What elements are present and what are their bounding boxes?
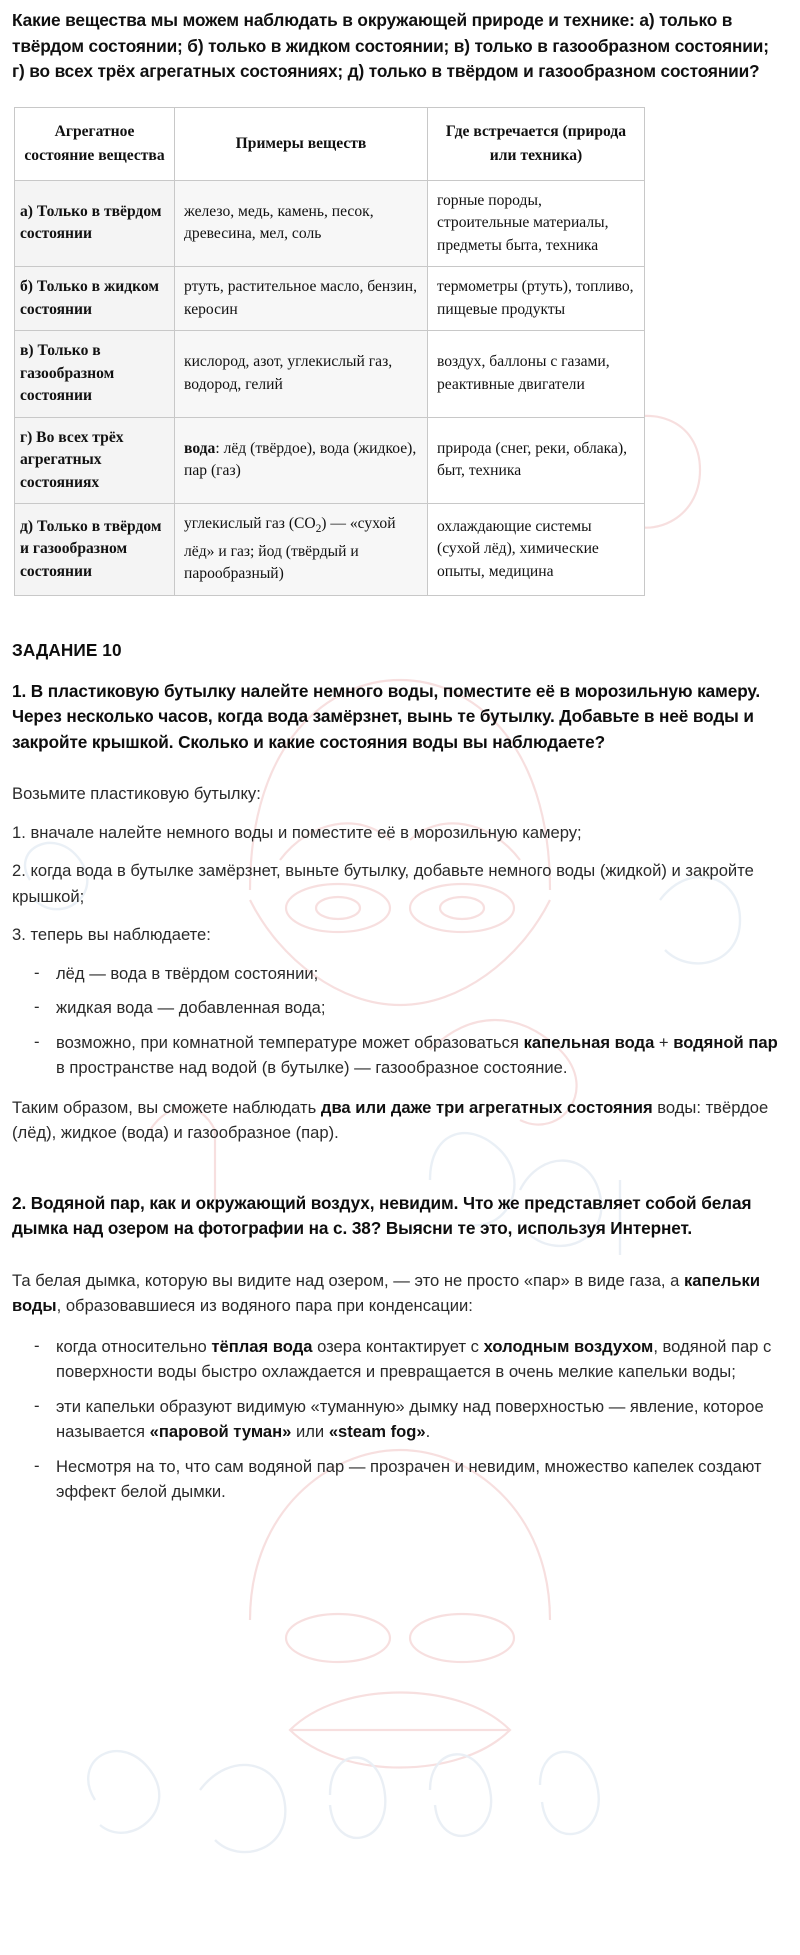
conclusion-post: воды: твёрдое (лёд), жидкое (вода) и газообразное (пар). (12, 1097, 769, 1143)
table-row (15, 417, 645, 504)
table-header-examples: Примеры веществ (175, 107, 428, 180)
top-question-text: Какие вещества мы можем наблюдать в окружающей природе и технике: а) только в твёрдом состоянии; б) только в жидком состоянии; в) только в газообразном состоянии; г) во всех трёх агрегатных состояниях; д) только в твёрдом и газообразном состоянии? (12, 10, 769, 81)
cell-state: д) Только в твёрдом и газообразном состоянии (15, 504, 175, 596)
cell-examples-post: ) — «сухой лёд» и газ; йод (твёрдый и парообразный) (184, 515, 396, 583)
answer-2-post: , образовавшиеся из водяного пара при конденсации: (56, 1296, 473, 1316)
task-heading: ЗАДАНИЕ 10 (12, 639, 122, 660)
cell-where: термометры (ртуть), топливо, пищевые продукты (428, 267, 645, 331)
cell-state: в) Только в газообразном состоянии (15, 331, 175, 418)
answer-step-3: 3. теперь вы наблюдаете: (12, 925, 211, 945)
section-spacer (12, 1161, 784, 1191)
table-row (15, 180, 645, 267)
table-header-row (15, 107, 645, 180)
list-item (34, 1334, 784, 1385)
list-item-mid: + (654, 1032, 674, 1052)
list-item-post: в пространстве над водой (в бутылке) — газообразное состояние. (56, 1058, 568, 1078)
list-item-pre: Несмотря на то, что сам водяной пар — прозрачен и невидим, множество капелек создают эффект белой дымки. (56, 1456, 762, 1502)
table-row (15, 504, 645, 596)
table-row (15, 331, 645, 418)
list-item-mid: или (291, 1422, 329, 1442)
cell-examples (175, 417, 428, 504)
list-item: - жидкая вода — добавленная вода; (34, 995, 784, 1021)
list-item-pre: возможно, при комнатной температуре может образоваться (56, 1032, 524, 1052)
table-header-where: Где встречается (природа или техника) (428, 107, 645, 180)
list-item: - лёд — вода в твёрдом состоянии; (34, 961, 784, 987)
answer-intro: Возьмите пластиковую бутылку: (12, 784, 261, 804)
list-item-post: . (425, 1422, 431, 1442)
list-item (34, 1454, 784, 1505)
table-header-state: Агрегатное состояние вещества (15, 107, 175, 180)
list-item (34, 1030, 784, 1081)
observations-list (12, 961, 784, 1081)
cell-examples-emphasis: вода (184, 439, 216, 457)
cell-where: природа (снег, реки, облака), быт, техника (428, 417, 645, 504)
co2-subscript: 2 (315, 523, 322, 536)
answer-2-paragraph (12, 1268, 784, 1319)
list-item-emphasis-1: тёплая вода (211, 1336, 313, 1356)
list-item-emphasis-2: водяной пар (673, 1032, 778, 1052)
question-1-text: 1. В пластиковую бутылку налейте немного воды, поместите её в морозильную камеру. Через несколько часов, когда вода замёрзнет, вынь те бутылку. Добавьте в неё воды и закройте крышкой. Сколько и какие состояния воды вы наблюдаете? (12, 680, 761, 752)
table-row (15, 267, 645, 331)
aggregate-states-table (14, 107, 645, 596)
conclusion-pre: Таким образом, вы сможете наблюдать (12, 1097, 321, 1117)
cell-examples-pre: углекислый газ (CO (184, 515, 316, 532)
cell-state: б) Только в жидком состоянии (15, 267, 175, 331)
cell-examples-rest: : лёд (твёрдое), вода (жидкое), пар (газ) (184, 439, 417, 480)
question-2-text: 2. Водяной пар, как и окружающий воздух, невидим. Что же представляет собой белая дымка над озером на фотографии на с. 38? Выясни те это, используя Интернет. (12, 1192, 752, 1239)
cell-examples: железо, медь, камень, песок, древесина, мел, соль (175, 180, 428, 267)
list-item-post: , водяной пар с поверхности воды быстро охлаждается и превращается в очень мелкие капельки воды; (56, 1336, 772, 1382)
cell-examples: кислород, азот, углекислый газ, водород, гелий (175, 331, 428, 418)
list-item-pre: эти капельки образуют видимую «туманную» дымку над поверхностью — явление, которое называется (56, 1396, 764, 1442)
cell-state: г) Во всех трёх агрегатных состояниях (15, 417, 175, 504)
cell-state: а) Только в твёрдом состоянии (15, 180, 175, 267)
answer-2-pre: Та белая дымка, которую вы видите над озером, — это не просто «пар» в виде газа, а (12, 1270, 684, 1290)
cell-where: горные породы, строительные материалы, предметы быта, техника (428, 180, 645, 267)
cell-examples (175, 504, 428, 596)
cell-where: охлаждающие системы (сухой лёд), химические опыты, медицина (428, 504, 645, 596)
answer-step-2: 2. когда вода в бутылке замёрзнет, выньте бутылку, добавьте немного воды (жидкой) и закройте крышкой; (12, 861, 754, 906)
list-item-emphasis-1: «паровой туман» (149, 1422, 292, 1442)
conclusion-emphasis: два или даже три агрегатных состояния (320, 1097, 653, 1117)
list-item-emphasis-1: капельная вода (523, 1032, 655, 1052)
cell-where: воздух, баллоны с газами, реактивные двигатели (428, 331, 645, 418)
list-item-emphasis-2: «steam fog» (328, 1422, 426, 1442)
list-item-pre: когда относительно (56, 1336, 212, 1356)
cell-examples: ртуть, растительное масло, бензин, керосин (175, 267, 428, 331)
conclusion-paragraph (12, 1095, 784, 1146)
list-item (34, 1394, 784, 1445)
answer-2-list (12, 1334, 784, 1505)
list-item-emphasis-2: холодным воздухом (483, 1336, 654, 1356)
answer-2-emphasis: капельки воды (12, 1270, 761, 1316)
answer-step-1: 1. вначале налейте немного воды и поместите её в морозильную камеру; (12, 822, 582, 842)
list-item-mid: озера контактирует с (312, 1336, 484, 1356)
